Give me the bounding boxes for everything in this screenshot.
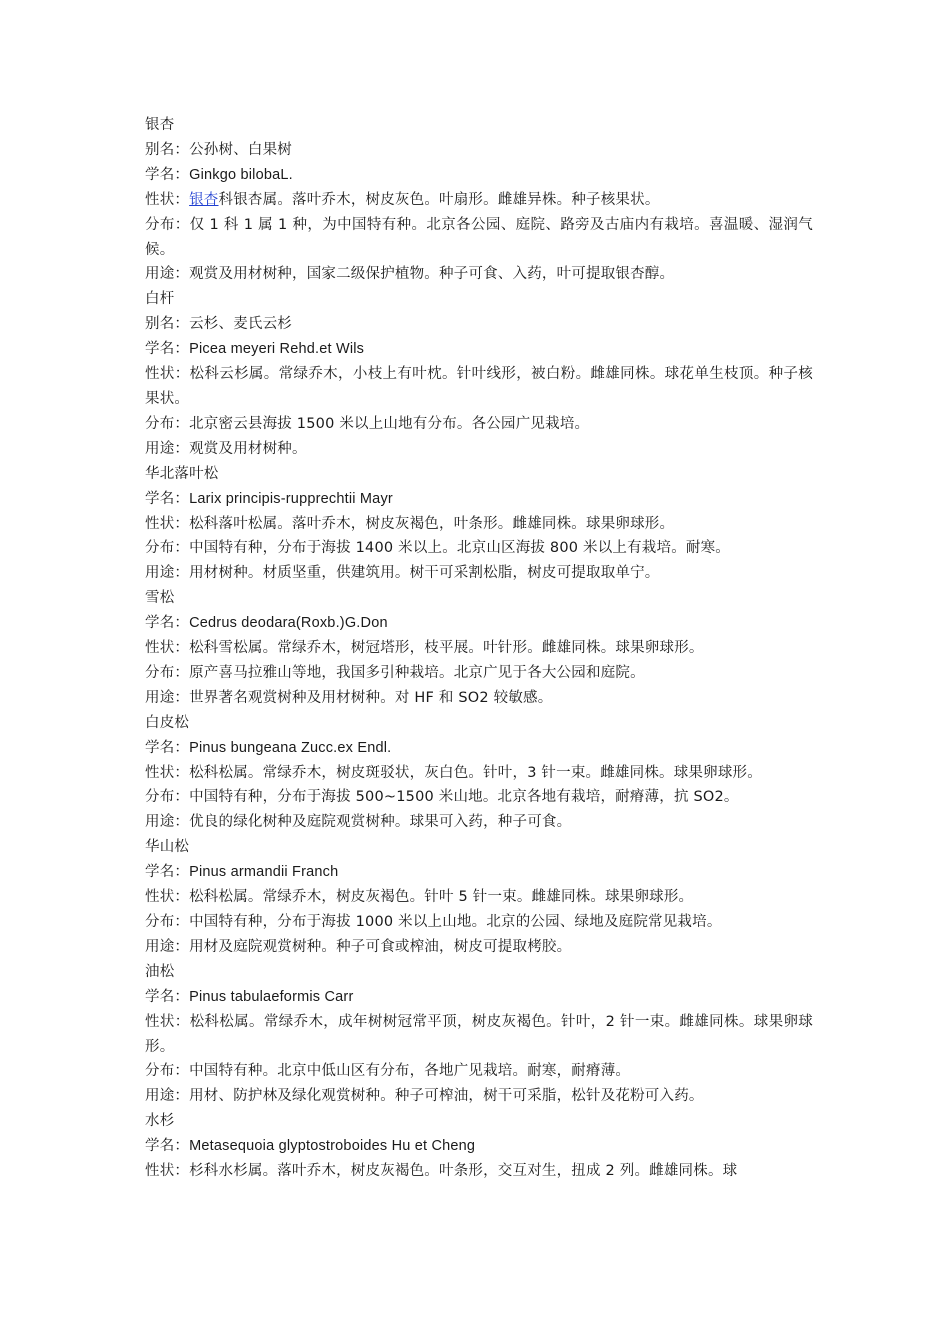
traits-text: 科银杏属。落叶乔木，树皮灰色。叶扇形。雌雄异株。种子核果状。 (218, 191, 660, 208)
scientific-name: Ginkgo bilobaL. (189, 166, 293, 183)
scientific-name-line (145, 736, 813, 761)
distribution-line: 分布：中国特有种，分布于海拔 500~1500 米山地。北京各地有栽培，耐瘠薄，抗 SO2。 (145, 789, 739, 806)
scientific-name-line (145, 163, 813, 188)
document-page (145, 113, 813, 1184)
distribution-line: 分布：中国特有种，分布于海拔 1000 米以上山地。北京的公园、绿地及庭院常见栽培。 (145, 914, 722, 930)
usage-line: 用途：用材、防护林及绿化观赏树种。种子可榨油，树干可采脂，松针及花粉可入药。 (145, 1088, 704, 1105)
entry-title: 华北落叶松 (145, 465, 219, 482)
traits-line: 性状：松科雪松属。常绿乔木，树冠塔形，枝平展。叶针形。雌雄同株。球果卵球形。 (145, 640, 704, 657)
scientific-name-line (145, 337, 813, 362)
scientific-name: Larix principis-rupprechtii Mayr (189, 490, 393, 507)
scientific-name-label: 学名： (145, 1138, 190, 1155)
scientific-name-label: 学名： (145, 341, 190, 358)
scientific-name-label: 学名： (145, 490, 190, 507)
usage-line: 用途：用材树种。材质坚重，供建筑用。树干可采割松脂，树皮可提取取单宁。 (145, 565, 660, 582)
distribution-line: 分布：原产喜马拉雅山等地，我国多引种栽培。北京广见于各大公园和庭院。 (145, 664, 645, 681)
scientific-name: Pinus armandii Franch (189, 864, 339, 881)
traits-line: 性状：松科松属。常绿乔木，树皮灰褐色。针叶 5 针一束。雌雄同株。球果卵球形。 (145, 889, 694, 906)
usage-line: 用途：优良的绿化树种及庭院观赏树种。球果可入药，种子可食。 (145, 814, 572, 831)
scientific-name-line (145, 1134, 813, 1159)
scientific-name: Cedrus deodara(Roxb.)G.Don (189, 615, 388, 632)
usage-line: 用途：用材及庭院观赏树种。种子可食或榨油，树皮可提取栲胶。 (145, 938, 572, 955)
scientific-name-label: 学名： (145, 864, 190, 881)
scientific-name-line (145, 985, 813, 1010)
scientific-name-line (145, 611, 813, 636)
traits-line: 性状：松科松属。常绿乔木，树皮斑驳状，灰白色。针叶，3 针一束。雌雄同株。球果卵球形。 (145, 764, 762, 781)
traits-label: 性状： (145, 191, 190, 208)
entry-title: 雪松 (145, 590, 175, 607)
usage-line: 用途：世界著名观赏树种及用材树种。对 HF 和 SO2 较敏感。 (145, 689, 553, 706)
scientific-name-label: 学名： (145, 166, 190, 183)
entry-title: 水杉 (145, 1113, 175, 1130)
traits-line: 性状：松科云杉属。常绿乔木，小枝上有叶枕。针叶线形，被白粉。雌雄同株。球花单生枝顶。种子核果状。 (145, 366, 813, 407)
traits-line: 性状：松科松属。常绿乔木，成年树树冠常平顶，树皮灰褐色。针叶，2 针一束。雌雄同株。球果卵球形。 (145, 1013, 813, 1055)
traits-line: 性状：杉科水杉属。落叶乔木，树皮灰褐色。叶条形，交互对生，扭成 2 列。雌雄同株。球 (145, 1163, 738, 1180)
usage-line: 用途：观赏及用材树种，国家二级保护植物。种子可食、入药，叶可提取银杏醇。 (145, 266, 675, 283)
scientific-name-line (145, 860, 813, 885)
distribution-line: 分布：仅 1 科 1 属 1 种，为中国特有种。北京各公园、庭院、路旁及古庙内有栽培。喜温暖、湿润气候。 (145, 216, 813, 258)
entry-title: 白杆 (145, 291, 175, 308)
distribution-line: 分布：中国特有种。北京中低山区有分布，各地广见栽培。耐寒，耐瘠薄。 (145, 1063, 631, 1080)
scientific-name-line (145, 487, 813, 512)
usage-line: 用途：观赏及用材树种。 (145, 440, 307, 457)
alias-line: 别名：公孙树、白果树 (145, 141, 292, 158)
scientific-name-label: 学名： (145, 739, 190, 756)
distribution-line: 分布：中国特有种，分布于海拔 1400 米以上。北京山区海拔 800 米以上有栽培。耐寒。 (145, 540, 731, 557)
scientific-name: Pinus bungeana Zucc.ex Endl. (189, 739, 392, 756)
scientific-name: Pinus tabulaeformis Carr (189, 988, 354, 1005)
scientific-name-label: 学名： (145, 988, 190, 1005)
entry-title: 华山松 (145, 839, 190, 856)
entry-title: 白皮松 (145, 714, 190, 731)
scientific-name-label: 学名： (145, 615, 190, 632)
ginkgo-link[interactable]: 银杏 (189, 191, 219, 208)
traits-line: 性状：松科落叶松属。落叶乔木，树皮灰褐色，叶条形。雌雄同株。球果卵球形。 (145, 515, 675, 532)
scientific-name: Metasequoia glyptostroboides Hu et Cheng (189, 1138, 476, 1155)
scientific-name: Picea meyeri Rehd.et Wils (189, 341, 365, 358)
traits-line (145, 188, 813, 213)
entry-title: 油松 (145, 963, 175, 980)
alias-line: 别名：云杉、麦氏云杉 (145, 316, 292, 333)
distribution-line: 分布：北京密云县海拔 1500 米以上山地有分布。各公园广见栽培。 (145, 415, 590, 432)
entry-title: 银杏 (145, 117, 175, 133)
